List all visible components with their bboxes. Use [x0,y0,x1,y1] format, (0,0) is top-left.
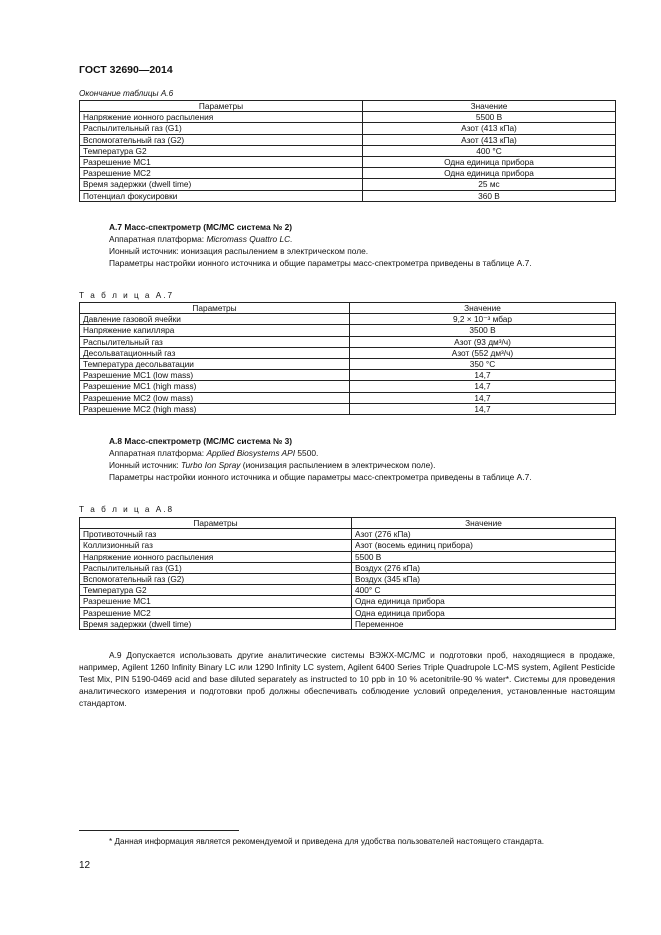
source-label: Ионный источник: [109,460,182,470]
table-row [80,190,616,201]
value-cell: 14,7 [350,392,616,403]
param-cell: Время задержки (dwell time) [80,179,363,190]
value-cell: 400 °С [363,145,616,156]
value-cell: 400° С [352,585,616,596]
param-cell: Напряжение ионного распыления [80,551,352,562]
table-row [80,403,616,414]
platform-value: Micromass Quattro LC. [206,234,293,244]
table-header-params: Параметры [80,101,363,112]
section-a8 [109,435,615,471]
param-cell: Разрешение МС1 [80,156,363,167]
value-cell: Воздух (345 кПа) [352,573,616,584]
value-cell: 5500 В [363,112,616,123]
value-cell: Воздух (276 кПа) [352,562,616,573]
value-cell: 350 °С [350,358,616,369]
value-cell: Азот (552 дм³/ч) [350,347,616,358]
table-a6 [79,100,616,202]
table-row [80,585,616,596]
param-cell: Разрешение МС1 (high mass) [80,381,350,392]
param-cell: Напряжение капилляра [80,325,350,336]
value-cell: 360 В [363,190,616,201]
table-row [80,551,616,562]
table-row [80,347,616,358]
footnote-divider [79,830,239,831]
table-row [80,325,616,336]
table-row [80,179,616,190]
param-cell: Разрешение МС2 (low mass) [80,392,350,403]
param-cell: Температура G2 [80,585,352,596]
param-cell: Разрешение МС2 [80,607,352,618]
value-cell: 5500 В [352,551,616,562]
param-cell: Потенциал фокусировки [80,190,363,201]
param-cell: Температура десольватации [80,358,350,369]
table-row [80,607,616,618]
table-header-params: Параметры [80,303,350,314]
table-row [80,156,616,167]
source-value: Turbo Ion Spray [181,460,241,470]
table-a6-caption: Окончание таблицы А.6 [79,89,174,98]
table-row [80,314,616,325]
param-cell: Разрешение МС1 [80,596,352,607]
param-cell: Разрешение МС2 (high mass) [80,403,350,414]
value-cell: Азот (413 кПа) [363,134,616,145]
table-row [80,145,616,156]
table-row [80,392,616,403]
table-row [80,370,616,381]
param-cell: Вспомогательный газ (G2) [80,573,352,584]
table-header-value: Значение [363,101,616,112]
value-cell: Азот (восемь единиц прибора) [352,540,616,551]
param-cell: Давление газовой ячейки [80,314,350,325]
value-cell: 3500 В [350,325,616,336]
table-row [80,358,616,369]
table-header-value: Значение [350,303,616,314]
param-cell: Разрешение МС1 (low mass) [80,370,350,381]
table-row [80,573,616,584]
param-cell: Десольватационный газ [80,347,350,358]
table-row [80,112,616,123]
value-cell: Азот (276 кПа) [352,529,616,540]
table-header-value: Значение [352,518,616,529]
table-row [80,381,616,392]
value-cell: 14,7 [350,403,616,414]
ion-source: Ионный источник: ионизация распылением в электрическом поле. [109,246,369,256]
platform-tail: 5500. [295,448,319,458]
section-a8-heading: А.8 Масс-спектрометр (МС/МС система № 3) [109,436,293,446]
value-cell: Одна единица прибора [352,607,616,618]
param-cell: Распылительный газ (G1) [80,123,363,134]
table-row [80,540,616,551]
param-cell: Вспомогательный газ (G2) [80,134,363,145]
section-a7 [109,221,615,257]
table-row [80,618,616,629]
value-cell: Одна единица прибора [352,596,616,607]
value-cell: Азот (413 кПа) [363,123,616,134]
table-row [80,562,616,573]
table-row [80,336,616,347]
param-cell: Время задержки (dwell time) [80,618,352,629]
table-row [80,596,616,607]
value-cell: Азот (93 дм³/ч) [350,336,616,347]
page-number: 12 [79,860,91,871]
table-row [80,123,616,134]
value-cell: 25 мс [363,179,616,190]
table-a7 [79,302,616,415]
table-row [80,529,616,540]
platform-label: Аппаратная платформа: [109,448,207,458]
table-header-params: Параметры [80,518,352,529]
platform-value: Applied Biosystems API [206,448,296,458]
source-tail: (ионизация распылением в электрическом поле). [240,460,436,470]
table-a7-caption: Т а б л и ц а А.7 [79,291,175,300]
value-cell: 14,7 [350,381,616,392]
param-cell: Температура G2 [80,145,363,156]
table-row [80,168,616,179]
value-cell: Одна единица прибора [363,156,616,167]
table-a8-caption: Т а б л и ц а А.8 [79,505,175,514]
platform-label: Аппаратная платформа: [109,234,207,244]
value-cell: 9,2 × 10⁻³ мбар [350,314,616,325]
paragraph-a9: А.9 Допускается использовать другие аналитические системы ВЭЖХ-МС/МС и подготовки проб, находящиеся в продаже, например, Agilent 1260 Infinity Binary LC или 1290 Infinity LC system, Agilent 6400 Series Triple Quadrupole LC-MS system, Agilent Pesticide Test Mix, PIN 5190-0469 acid and base diluted separately as instructed to 10 ppb in 10 % acetonitrile-90 % water*. Системы для проведения аналитического измерения и подготовки проб должны обеспечивать соблюдение условий определения, установленные настоящим стандартом. [79,650,615,708]
section-a7-params: Параметры настройки ионного источника и общие параметры масс-спектрометра приведены в таблице А.7. [109,258,532,268]
table-a8 [79,517,616,630]
table-row [80,134,616,145]
section-a8-params: Параметры настройки ионного источника и общие параметры масс-спектрометра приведены в таблице А.7. [109,472,532,482]
param-cell: Разрешение МС2 [80,168,363,179]
param-cell: Коллизионный газ [80,540,352,551]
param-cell: Противоточный газ [80,529,352,540]
document-header: ГОСТ 32690—2014 [79,64,173,76]
param-cell: Распылительный газ [80,336,350,347]
param-cell: Напряжение ионного распыления [80,112,363,123]
param-cell: Распылительный газ (G1) [80,562,352,573]
section-a7-heading: А.7 Масс-спектрометр (МС/МС система № 2) [109,222,293,232]
value-cell: 14,7 [350,370,616,381]
value-cell: Переменное [352,618,616,629]
value-cell: Одна единица прибора [363,168,616,179]
footnote: * Данная информация является рекомендуемой и приведена для удобства пользователей настоящего стандарта. [109,837,545,846]
